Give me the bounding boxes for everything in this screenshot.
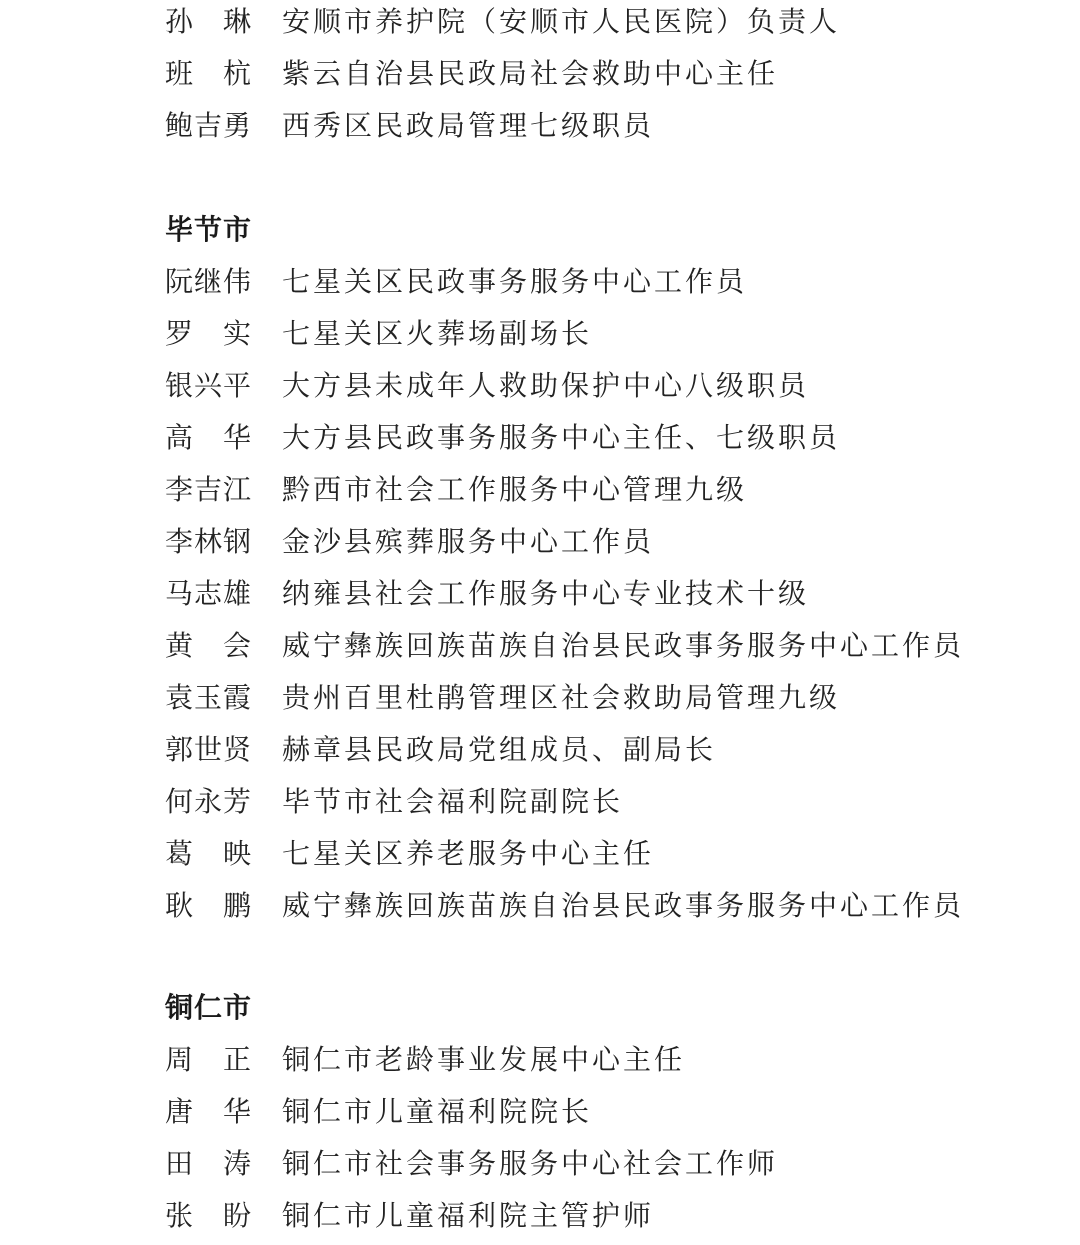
list-item <box>0 360 1080 412</box>
person-name: 李吉江 <box>165 473 251 506</box>
person-title: 贵州百里杜鹃管理区社会救助局管理九级 <box>282 681 841 714</box>
person-title: 紫云自治县民政局社会救助中心主任 <box>282 57 779 90</box>
list-item <box>0 1190 1080 1242</box>
list-item <box>0 516 1080 568</box>
person-title: 铜仁市儿童福利院院长 <box>282 1095 593 1128</box>
list-item <box>0 256 1080 308</box>
list-item <box>0 48 1080 100</box>
person-name: 鲍吉勇 <box>165 109 251 142</box>
person-name: 耿 鹏 <box>165 889 251 922</box>
section-heading-tongren: 铜仁市 <box>165 991 253 1024</box>
person-title: 七星关区养老服务中心主任 <box>282 837 655 870</box>
person-title: 黔西市社会工作服务中心管理九级 <box>282 473 748 506</box>
person-title: 铜仁市老龄事业发展中心主任 <box>282 1043 686 1076</box>
person-name: 郭世贤 <box>165 733 251 766</box>
list-item <box>0 1086 1080 1138</box>
person-name: 阮继伟 <box>165 265 251 298</box>
list-item <box>0 464 1080 516</box>
list-item <box>0 1138 1080 1190</box>
person-title: 七星关区火葬场副场长 <box>282 317 593 350</box>
list-item <box>0 776 1080 828</box>
list-item <box>0 620 1080 672</box>
list-item <box>0 724 1080 776</box>
person-name: 葛 映 <box>165 837 251 870</box>
person-title: 西秀区民政局管理七级职员 <box>282 109 655 142</box>
person-name: 唐 华 <box>165 1095 251 1128</box>
person-name: 袁玉霞 <box>165 681 251 714</box>
person-title: 安顺市养护院（安顺市人民医院）负责人 <box>282 5 841 38</box>
person-title: 大方县民政事务服务中心主任、七级职员 <box>282 421 841 454</box>
person-name: 班 杭 <box>165 57 251 90</box>
person-name: 张 盼 <box>165 1199 251 1232</box>
list-item <box>0 1034 1080 1086</box>
person-title: 七星关区民政事务服务中心工作员 <box>282 265 748 298</box>
person-title: 铜仁市儿童福利院主管护师 <box>282 1199 655 1232</box>
person-name: 马志雄 <box>165 577 251 610</box>
person-title: 威宁彝族回族苗族自治县民政事务服务中心工作员 <box>282 889 965 922</box>
person-name: 何永芳 <box>165 785 251 818</box>
list-item <box>0 672 1080 724</box>
person-title: 赫章县民政局党组成员、副局长 <box>282 733 717 766</box>
person-name: 高 华 <box>165 421 251 454</box>
list-item <box>0 880 1080 932</box>
list-item <box>0 568 1080 620</box>
person-title: 纳雍县社会工作服务中心专业技术十级 <box>282 577 810 610</box>
person-title: 金沙县殡葬服务中心工作员 <box>282 525 655 558</box>
person-title: 大方县未成年人救助保护中心八级职员 <box>282 369 810 402</box>
list-item <box>0 412 1080 464</box>
person-title: 威宁彝族回族苗族自治县民政事务服务中心工作员 <box>282 629 965 662</box>
person-name: 周 正 <box>165 1043 251 1076</box>
list-item <box>0 0 1080 48</box>
person-name: 孙 琳 <box>165 5 251 38</box>
person-name: 李林钢 <box>165 525 251 558</box>
person-name: 罗 实 <box>165 317 251 350</box>
list-item <box>0 828 1080 880</box>
section-heading-bijie: 毕节市 <box>165 213 253 246</box>
person-name: 黄 会 <box>165 629 251 662</box>
list-item <box>0 100 1080 152</box>
person-name: 田 涛 <box>165 1147 251 1180</box>
person-title: 毕节市社会福利院副院长 <box>282 785 624 818</box>
list-item <box>0 308 1080 360</box>
person-name: 银兴平 <box>165 369 251 402</box>
person-title: 铜仁市社会事务服务中心社会工作师 <box>282 1147 779 1180</box>
